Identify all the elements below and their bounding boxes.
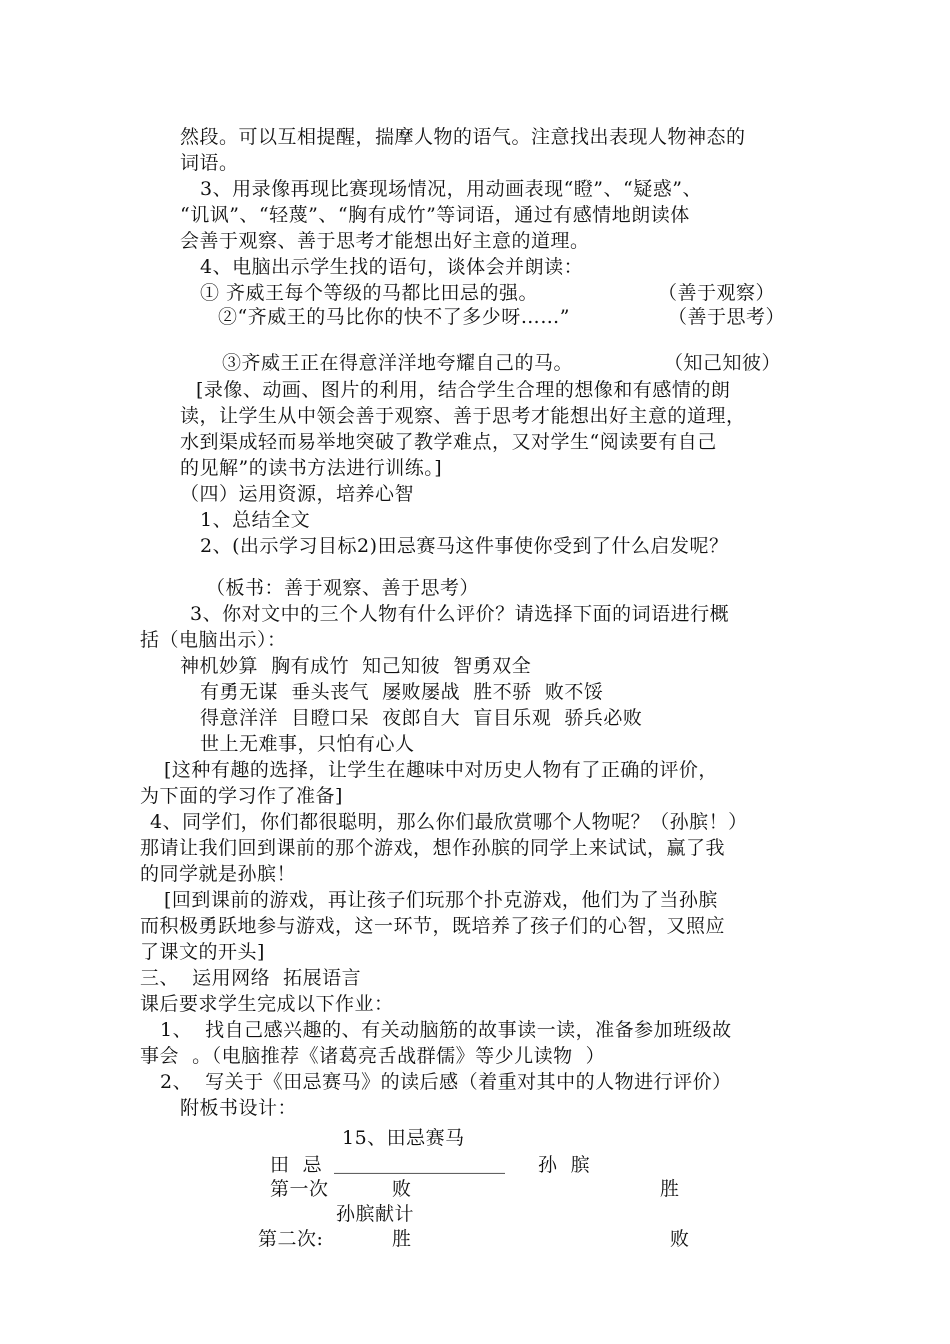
- text-line: 词语。: [180, 152, 239, 174]
- quote-note: （善于观察）: [658, 282, 776, 304]
- text-line: 1、 找自己感兴趣的、有关动脑筋的故事读一读，准备参加班级故: [160, 1019, 732, 1041]
- quote-note: （知己知彼）: [664, 352, 782, 374]
- board-left-name: 田 忌: [270, 1154, 323, 1176]
- text-line: 3、用录像再现比赛现场情况，用动画表现“瞪”、“疑惑”、: [200, 178, 702, 200]
- text-line: 4、同学们，你们都很聪明，那么你们最欣赏哪个人物呢？（孙膑！）: [150, 811, 748, 833]
- quote-note: （善于思考）: [668, 306, 786, 328]
- text-line: 会善于观察、善于思考才能想出好主意的道理。: [180, 230, 590, 252]
- quote-line: ① 齐威王每个等级的马都比田忌的强。: [200, 282, 539, 304]
- board-round1-right: 胜: [660, 1178, 680, 1200]
- board-round2-right: 败: [670, 1228, 690, 1250]
- word-list-line: 有勇无谋 垂头丧气 屡败屡战 胜不骄 败不馁: [200, 681, 604, 703]
- word-list-line: 得意洋洋 目瞪口呆 夜郎自大 盲目乐观 骄兵必败: [200, 707, 643, 729]
- text-line: 3、你对文中的三个人物有什么评价？请选择下面的词语进行概: [190, 603, 730, 625]
- text-line: 1、总结全文: [200, 509, 311, 531]
- text-line: 2、(出示学习目标2)田忌赛马这件事使你受到了什么启发呢？: [200, 535, 729, 557]
- section-heading: 三、 运用网络 拓展语言: [140, 967, 362, 989]
- board-right-name: 孙 膑: [538, 1154, 591, 1176]
- board-round1-label: 第一次: [270, 1178, 329, 1200]
- board-plan: 孙膑献计: [336, 1203, 415, 1225]
- text-line: “讥讽”、“轻蔑”、“胸有成竹”等词语，通过有感情地朗读体: [180, 204, 690, 226]
- text-line: 而积极勇跃地参与游戏，这一环节，既培养了孩子们的心智，又照应: [140, 915, 726, 937]
- text-line: （板书：善于观察、善于思考）: [206, 577, 480, 599]
- board-connector-line: __________________: [334, 1152, 505, 1174]
- board-round1-left: 败: [392, 1178, 412, 1200]
- quote-line: ②“齐威王的马比你的快不了多少呀……”: [218, 306, 570, 328]
- text-line: 括（电脑出示）：: [140, 629, 287, 651]
- text-line: 那请让我们回到课前的那个游戏，想作孙膑的同学上来试试，赢了我: [140, 837, 726, 859]
- word-list-line: 神机妙算 胸有成竹 知己知彼 智勇双全: [180, 655, 532, 677]
- text-line: 2、 写关于《田忌赛马》的读后感（着重对其中的人物进行评价）: [160, 1071, 732, 1093]
- board-round2-left: 胜: [392, 1228, 412, 1250]
- word-list-line: 世上无难事，只怕有心人: [200, 733, 415, 755]
- text-line: 的同学就是孙膑！: [140, 863, 297, 885]
- quote-line: ③齐威王正在得意洋洋地夸耀自己的马。: [222, 352, 574, 374]
- text-line: 课后要求学生完成以下作业：: [140, 993, 394, 1015]
- text-line: 水到渠成轻而易举地突破了教学难点，又对学生“阅读要有自己: [180, 431, 717, 453]
- text-line: 读，让学生从中领会善于观察、善于思考才能想出好主意的道理，: [180, 405, 746, 427]
- text-line: 然段。可以互相提醒，揣摩人物的语气。注意找出表现人物神态的: [180, 126, 746, 148]
- text-line: [这种有趣的选择，让学生在趣味中对历史人物有了正确的评价，: [164, 759, 718, 781]
- board-title: 15、田忌赛马: [342, 1127, 465, 1149]
- board-round2-label: 第二次:: [258, 1228, 324, 1250]
- text-line: 为下面的学习作了准备]: [140, 785, 343, 807]
- text-line: 4、电脑出示学生找的语句，谈体会并朗读：: [200, 256, 584, 278]
- text-line: [回到课前的游戏，再让孩子们玩那个扑克游戏，他们为了当孙膑: [164, 889, 718, 911]
- text-line: 的见解”的读书方法进行训练。]: [180, 457, 443, 479]
- text-line: 了课文的开头]: [140, 941, 265, 963]
- text-line: [录像、动画、图片的利用，结合学生合理的想像和有感情的朗: [196, 379, 731, 401]
- text-line: 附板书设计：: [180, 1097, 298, 1119]
- section-heading: （四）运用资源，培养心智: [180, 483, 415, 505]
- text-line: 事会 。（电脑推荐《诸葛亮舌战群儒》等少儿读物 ）: [140, 1045, 606, 1067]
